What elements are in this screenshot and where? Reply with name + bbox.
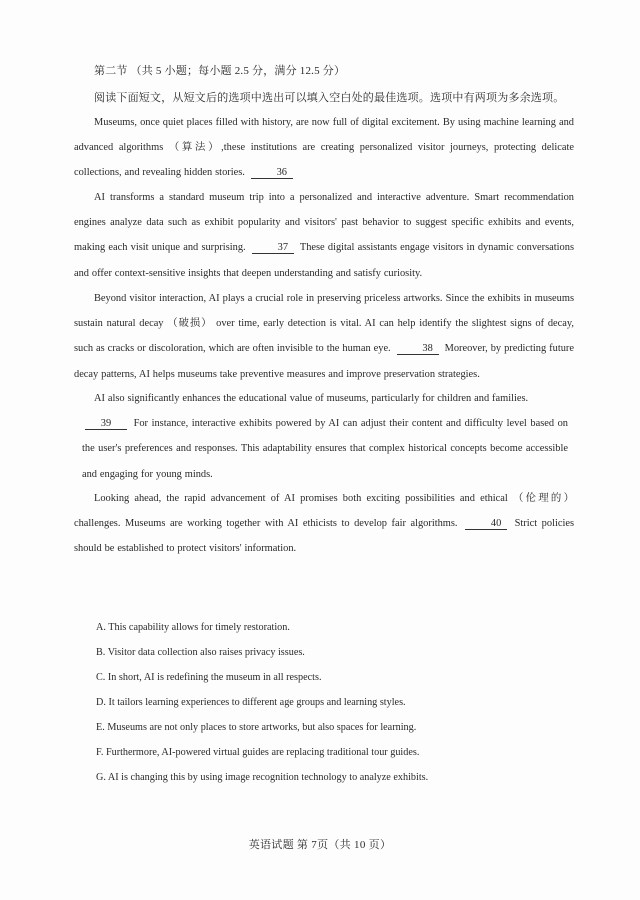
answer-blank: 37 bbox=[252, 242, 294, 254]
passage-paragraph bbox=[74, 185, 574, 286]
answer-blank: 39 bbox=[85, 418, 127, 430]
paragraph-text: Strict policies should be established to protect visitors' information. bbox=[74, 518, 574, 555]
passage-paragraph bbox=[82, 386, 568, 487]
option-f: F. Furthermore, AI-powered virtual guides are replacing traditional tour guides. bbox=[96, 747, 420, 758]
passage-paragraph bbox=[74, 110, 574, 186]
section-title: 第二节 （共 5 小题；每小题 2.5 分，满分 12.5 分） bbox=[94, 65, 346, 77]
answer-blank: 40 bbox=[465, 518, 507, 530]
answer-blank: 38 bbox=[397, 343, 439, 355]
paragraph-text: For instance, interactive exhibits powered by AI can adjust their content and difficulty level based on the user's preferences and responses. This adaptability ensures that complex historical concepts become accessible and engaging for young minds. bbox=[82, 418, 568, 480]
paragraph-text: AI transforms a standard museum trip into a personalized and interactive adventure. Smart recommendation engines analyze data such as exhibit popularity and visitors' past behavior to suggest specific exhibits and events, making each visit unique and surprising. bbox=[74, 192, 574, 254]
paragraph-text: AI also significantly enhances the educational value of museums, particularly for children and families. bbox=[94, 393, 529, 404]
answer-blank: 36 bbox=[251, 167, 293, 179]
paragraph-text: Moreover, by predicting future decay patterns, AI helps museums take preventive measures and improve preservation strategies. bbox=[74, 343, 574, 380]
paragraph-text: Museums, once quiet places filled with history, are now full of digital excitement. By using machine learning and advanced algorithms （算法）,these institutions are creating personalized visitor journeys, protecting delicate collections, and revealing hidden stories. bbox=[74, 117, 574, 179]
passage-paragraph bbox=[74, 486, 574, 562]
passage-paragraph bbox=[74, 286, 574, 387]
paragraph-text: These digital assistants engage visitors in dynamic conversations and offer context-sensitive insights that deepen understanding and satisfy curiosity. bbox=[74, 242, 574, 279]
option-c: C. In short, AI is redefining the museum in all respects. bbox=[96, 672, 322, 683]
option-b: B. Visitor data collection also raises privacy issues. bbox=[96, 647, 305, 658]
answer-options bbox=[96, 615, 576, 790]
section-instructions: 阅读下面短文，从短文后的选项中选出可以填入空白处的最佳选项。选项中有两项为多余选项。 bbox=[94, 92, 565, 104]
page-footer: 英语试题 第 7页（共 10 页） bbox=[248, 839, 392, 851]
paragraph-text: Looking ahead, the rapid advancement of AI promises both exciting possibilities and ethical （伦理的） challenges. Museums are working together with AI ethicists to develop fair algorithms. bbox=[74, 493, 574, 530]
option-d: D. It tailors learning experiences to different age groups and learning styles. bbox=[96, 697, 406, 708]
option-e: E. Museums are not only places to store artworks, but also spaces for learning. bbox=[96, 722, 417, 733]
option-a: A. This capability allows for timely restoration. bbox=[96, 622, 290, 633]
option-g: G. AI is changing this by using image recognition technology to analyze exhibits. bbox=[96, 772, 429, 783]
paragraph-text: Beyond visitor interaction, AI plays a crucial role in preserving priceless artworks. Since the exhibits in museums sustain natural decay （破损） over time, early detection is vital. AI can help identify the slightest signs of decay, such as cracks or discoloration, which are often invisible to the human eye. bbox=[74, 293, 574, 355]
